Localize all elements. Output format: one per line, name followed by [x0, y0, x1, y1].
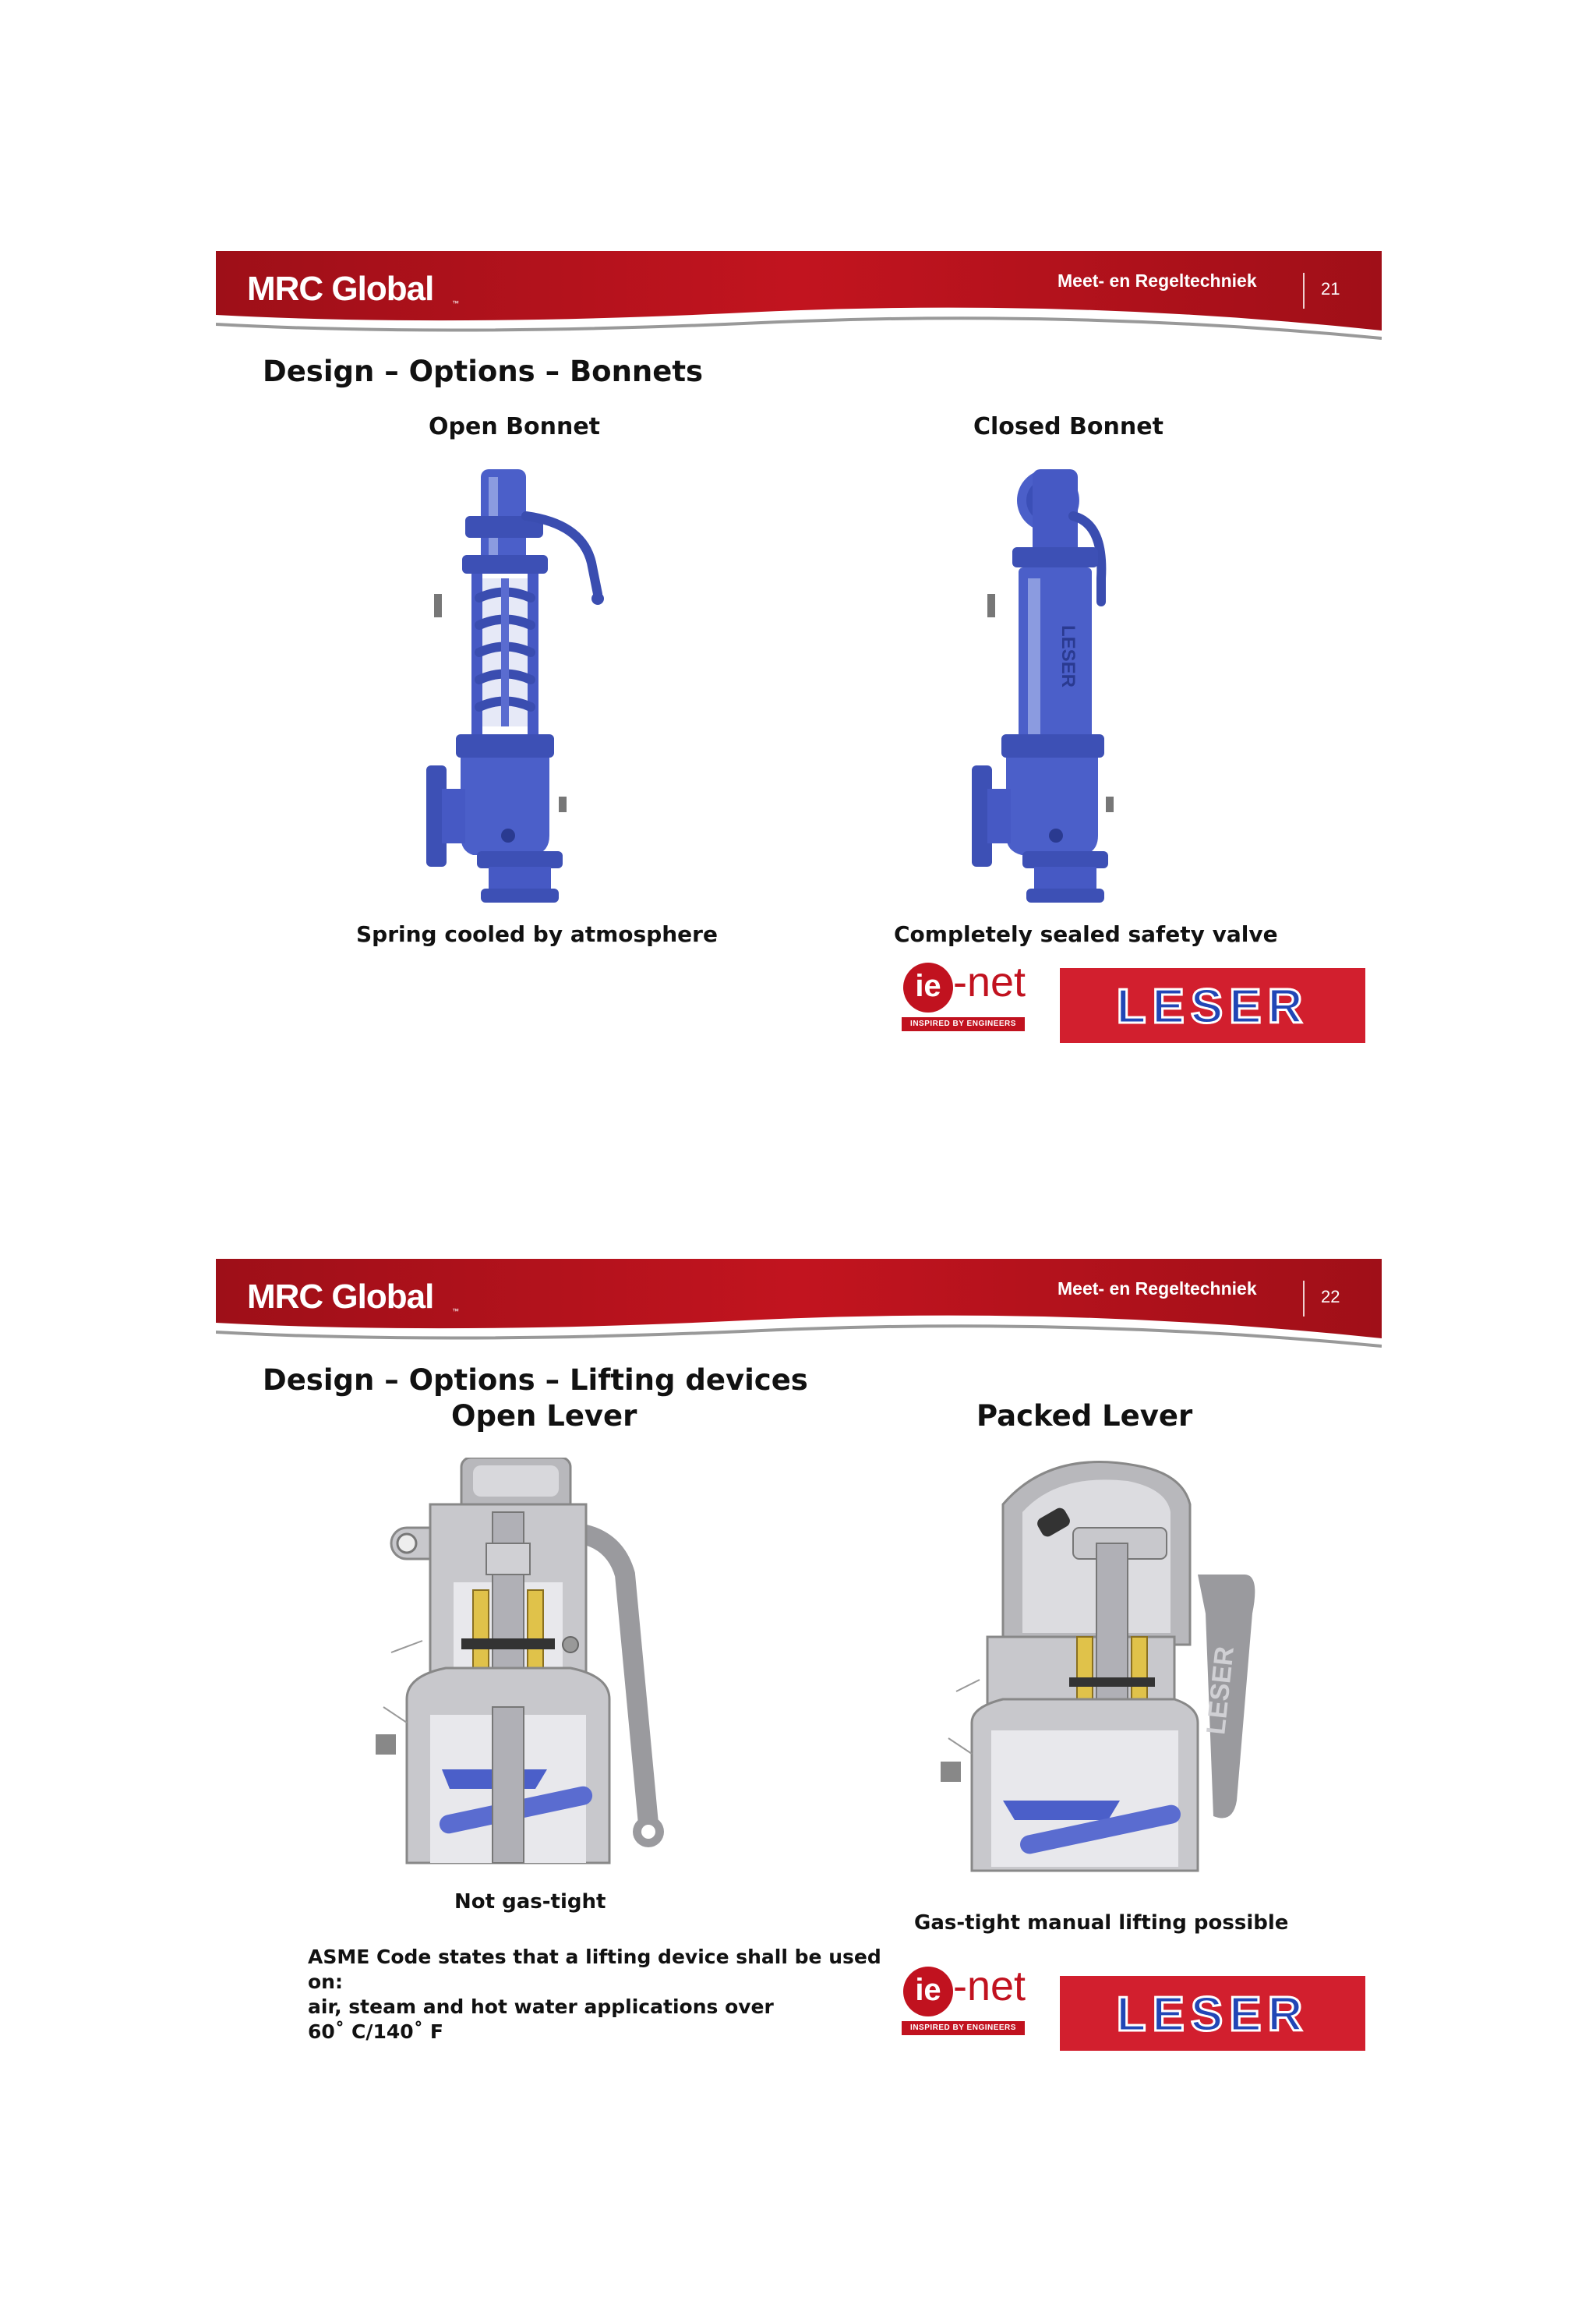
- asme-note-line: air, steam and hot water applications over: [308, 1995, 774, 2018]
- leser-wordmark: LESER: [1116, 980, 1309, 1034]
- leser-wordmark: LESER: [1116, 1988, 1309, 2041]
- packed-lever-heading: Packed Lever: [976, 1399, 1193, 1433]
- asme-note-line: ASME Code states that a lifting device shall be used: [308, 1946, 881, 1968]
- ie-net-logo: [902, 1960, 1034, 2046]
- asme-note: [308, 1945, 881, 2045]
- brand-logo: MRC Global: [247, 270, 434, 308]
- slide-21: [216, 251, 1382, 1054]
- trademark-mark: ™: [452, 1307, 459, 1315]
- open-bonnet-heading: Open Bonnet: [429, 413, 601, 440]
- leser-logo: [1060, 1976, 1365, 2051]
- header-divider: [1303, 273, 1305, 309]
- packed-lever-illustration: [941, 1458, 1268, 1894]
- closed-bonnet-valve-illustration: [956, 461, 1159, 906]
- closed-bonnet-heading: Closed Bonnet: [973, 413, 1163, 440]
- slide-title: Design – Options – Bonnets: [263, 355, 704, 388]
- asme-note-line: 60˚ C/140˚ F: [308, 2020, 443, 2043]
- slide-22: [216, 1259, 1382, 2062]
- page-number: 22: [1321, 1287, 1340, 1306]
- header-tagline: Meet- en Regeltechniek: [1058, 270, 1257, 291]
- ie-net-wordmark: -net: [953, 1963, 1026, 2009]
- open-lever-heading: Open Lever: [451, 1399, 637, 1433]
- open-lever-caption: Not gas-tight: [454, 1890, 606, 1914]
- trademark-mark: ™: [452, 299, 459, 307]
- slide-header-banner: [216, 251, 1382, 352]
- open-bonnet-valve-illustration: [411, 461, 613, 906]
- ie-net-mark: ie: [903, 963, 953, 1013]
- ie-net-tagline: INSPIRED BY ENGINEERS: [902, 2021, 1025, 2035]
- open-lever-illustration: [376, 1458, 703, 1894]
- header-divider: [1303, 1281, 1305, 1317]
- packed-lever-caption: Gas-tight manual lifting possible: [914, 1911, 1289, 1935]
- open-bonnet-caption: Spring cooled by atmosphere: [356, 921, 718, 947]
- leser-logo: [1060, 968, 1365, 1043]
- ie-net-wordmark: -net: [953, 959, 1026, 1006]
- ie-net-tagline: INSPIRED BY ENGINEERS: [902, 1017, 1025, 1031]
- ie-net-mark: ie: [903, 1967, 953, 2016]
- slide-header-banner: [216, 1259, 1382, 1360]
- lever-body-text: LESER: [1201, 1645, 1240, 1737]
- ie-net-logo: [902, 956, 1034, 1042]
- closed-bonnet-caption: Completely sealed safety valve: [894, 921, 1278, 947]
- asme-note-line: on:: [308, 1970, 343, 1993]
- slide-title: Design – Options – Lifting devices: [263, 1363, 808, 1397]
- page-number: 21: [1321, 279, 1340, 299]
- header-tagline: Meet- en Regeltechniek: [1058, 1278, 1257, 1299]
- brand-logo: MRC Global: [247, 1278, 434, 1316]
- valve-body-text: LESER: [1058, 624, 1079, 688]
